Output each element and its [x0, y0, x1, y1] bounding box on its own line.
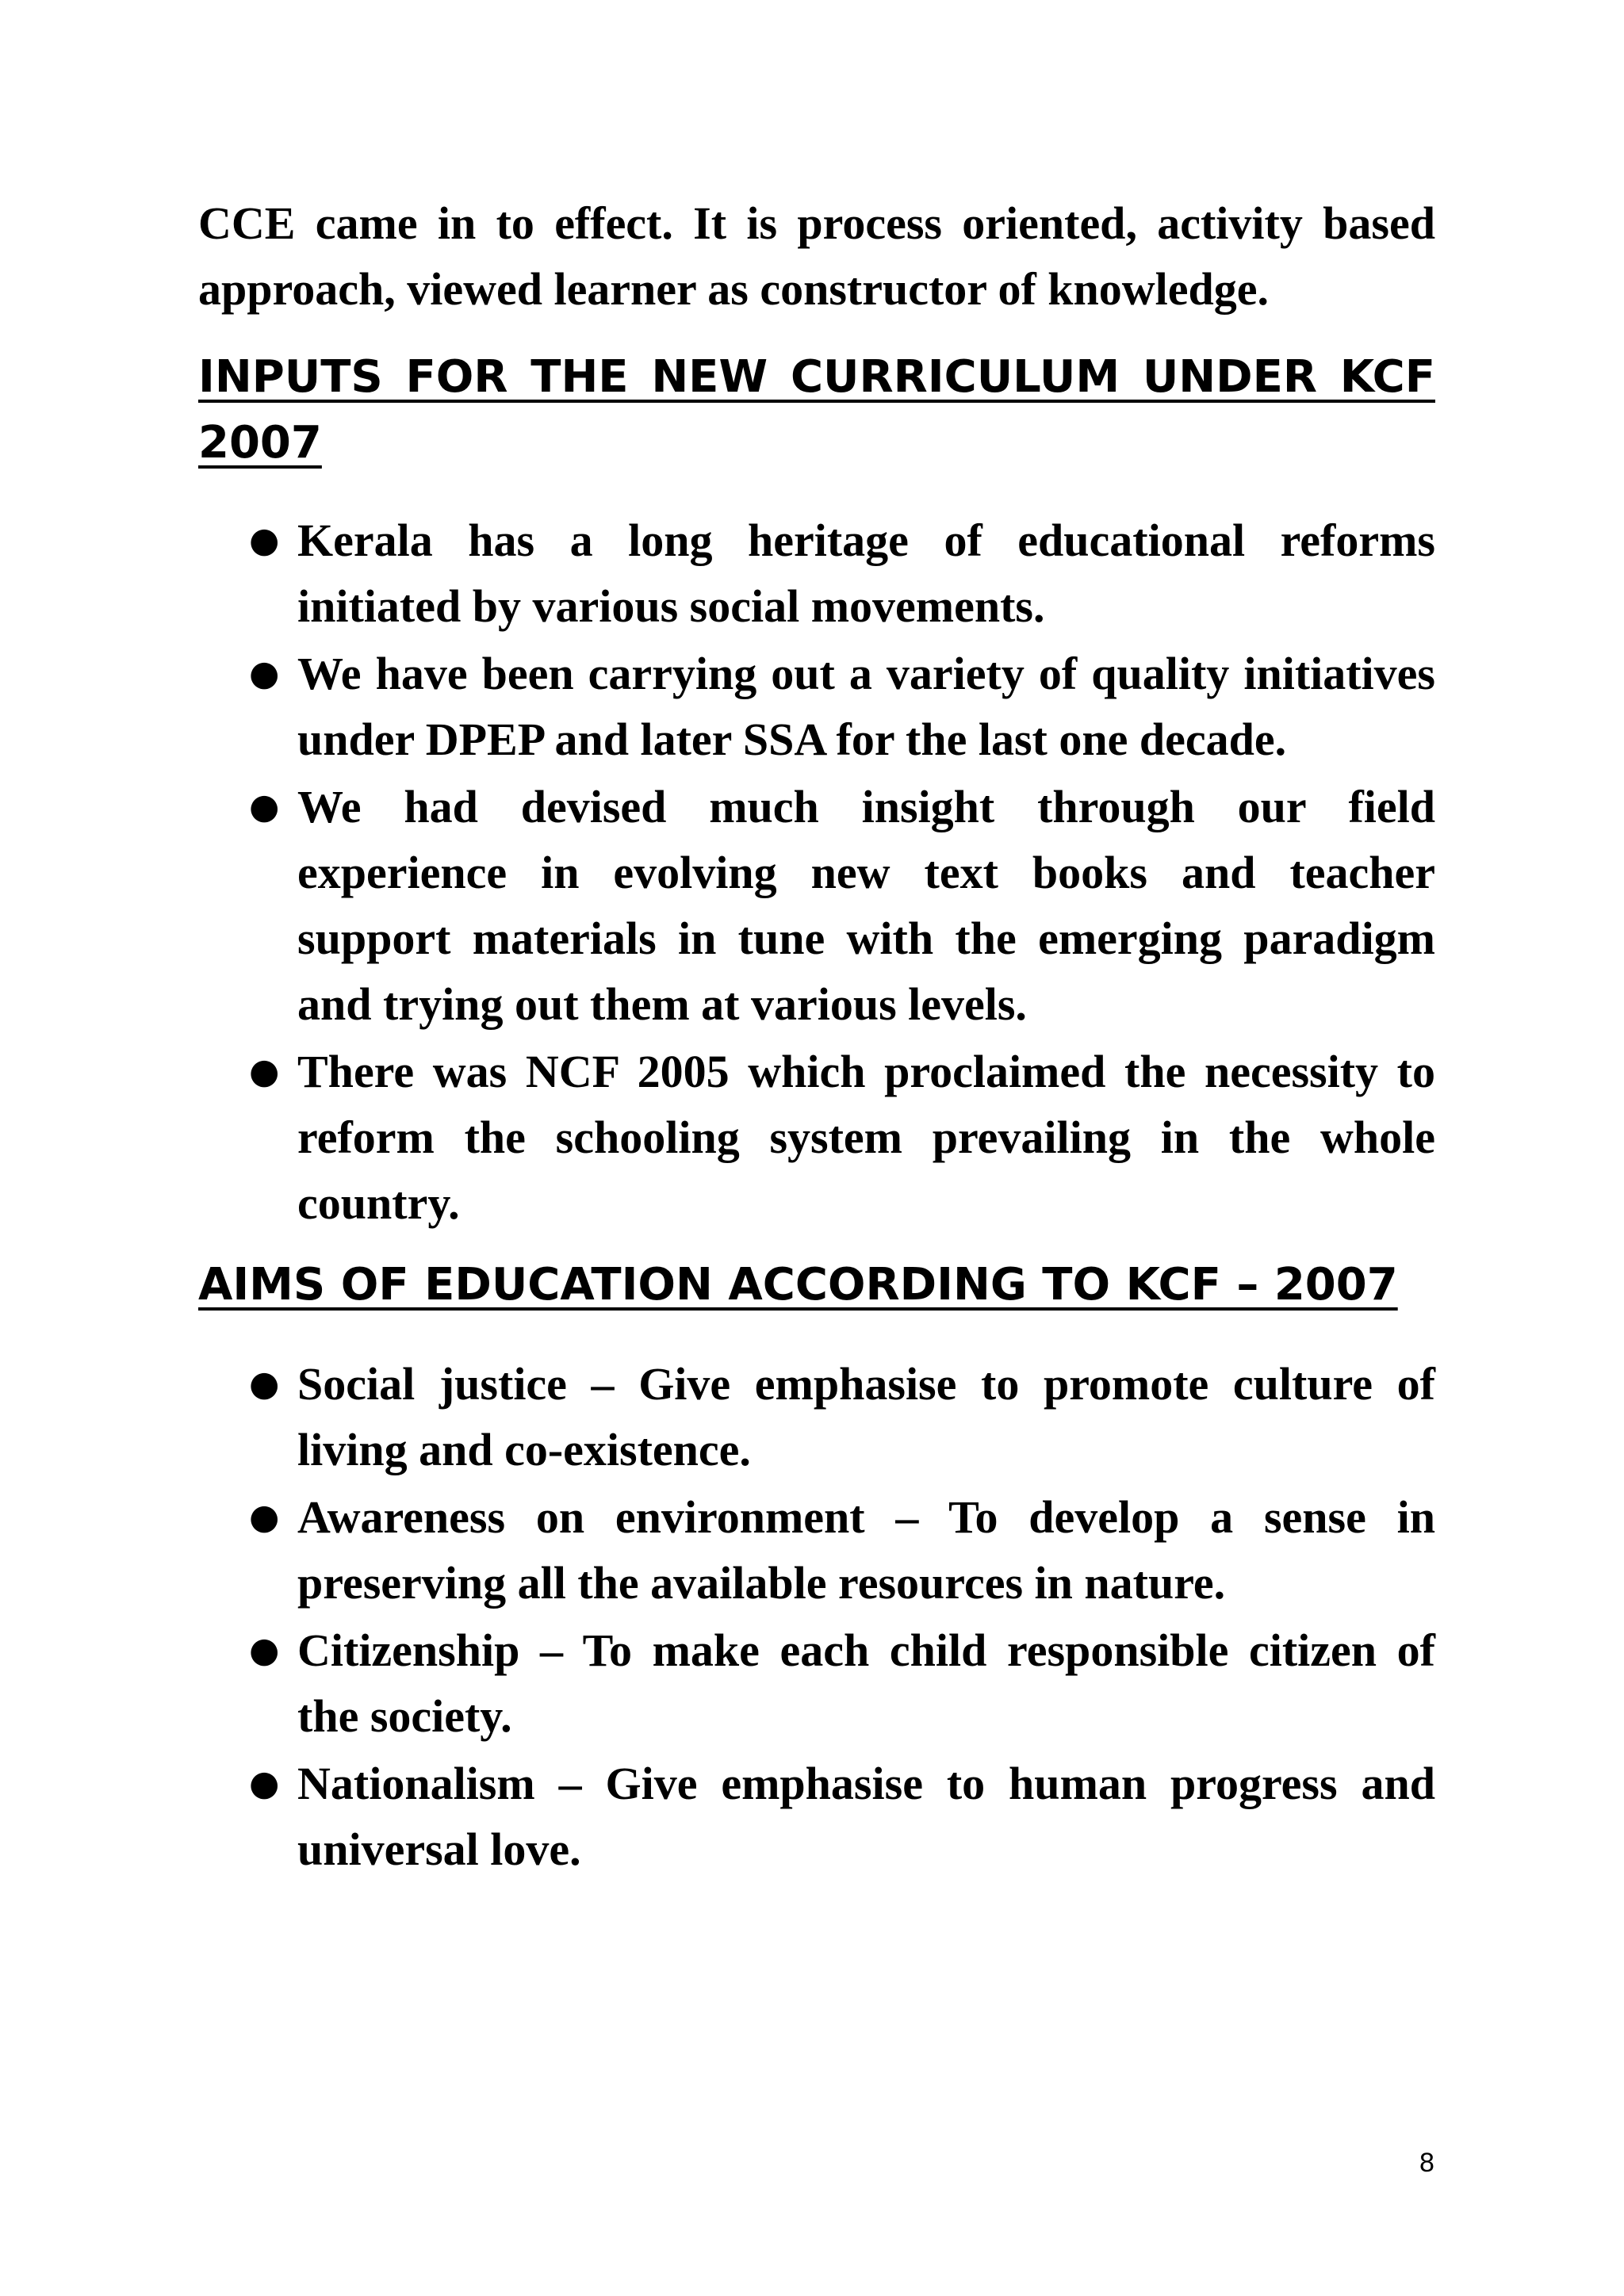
list-item [198, 1484, 1435, 1616]
inputs-bullet-list [198, 507, 1435, 1236]
aims-bullet-list [198, 1351, 1435, 1882]
section-heading-aims: AIMS OF EDUCATION ACCORDING TO KCF – 2007 [198, 1259, 1398, 1311]
list-item [198, 1351, 1435, 1483]
list-item [198, 774, 1435, 1037]
bullet-dot-icon: ● [249, 520, 280, 561]
intro-paragraph: CCE came in to effect. It is process oriented, activity based approach, viewed learner as constructor of knowledge. [198, 197, 1435, 315]
list-item-text: Nationalism – Give emphasise to human progress and universal love. [297, 1758, 1435, 1875]
bullet-dot-icon: ● [249, 1763, 280, 1804]
bullet-dot-icon: ● [249, 1364, 280, 1404]
bullet-dot-icon: ● [249, 653, 280, 694]
bullet-dot-icon: ● [249, 786, 280, 827]
list-item-text: We had devised much insight through our field experience in evolving new text books and teacher support materials in tune with the emerging paradigm and trying out them at various levels. [297, 781, 1435, 1030]
document-page [198, 190, 1435, 1884]
list-item-text: We have been carrying out a variety of quality initiatives under DPEP and later SSA for the last one decade. [297, 648, 1435, 765]
bullet-dot-icon: ● [249, 1630, 280, 1670]
list-item-text: Awareness on environment – To develop a sense in preserving all the available resources in nature. [297, 1491, 1435, 1609]
list-item [198, 1751, 1435, 1882]
list-item [198, 641, 1435, 772]
section-heading-inputs: INPUTS FOR THE NEW CURRICULUM UNDER KCF 2007 [198, 351, 1435, 469]
bullet-dot-icon: ● [249, 1051, 280, 1092]
list-item [198, 1039, 1435, 1236]
page-number: 8 [1419, 2148, 1434, 2178]
list-item-text: Citizenship – To make each child responsible citizen of the society. [297, 1624, 1435, 1742]
list-item [198, 507, 1435, 639]
list-item-text: Social justice – Give emphasise to promote culture of living and co-existence. [297, 1358, 1435, 1475]
list-item [198, 1617, 1435, 1749]
list-item-text: There was NCF 2005 which proclaimed the necessity to reform the schooling system prevailing in the whole country. [297, 1046, 1435, 1229]
list-item-text: Kerala has a long heritage of educational reforms initiated by various social movements. [297, 515, 1435, 632]
bullet-dot-icon: ● [249, 1497, 280, 1537]
